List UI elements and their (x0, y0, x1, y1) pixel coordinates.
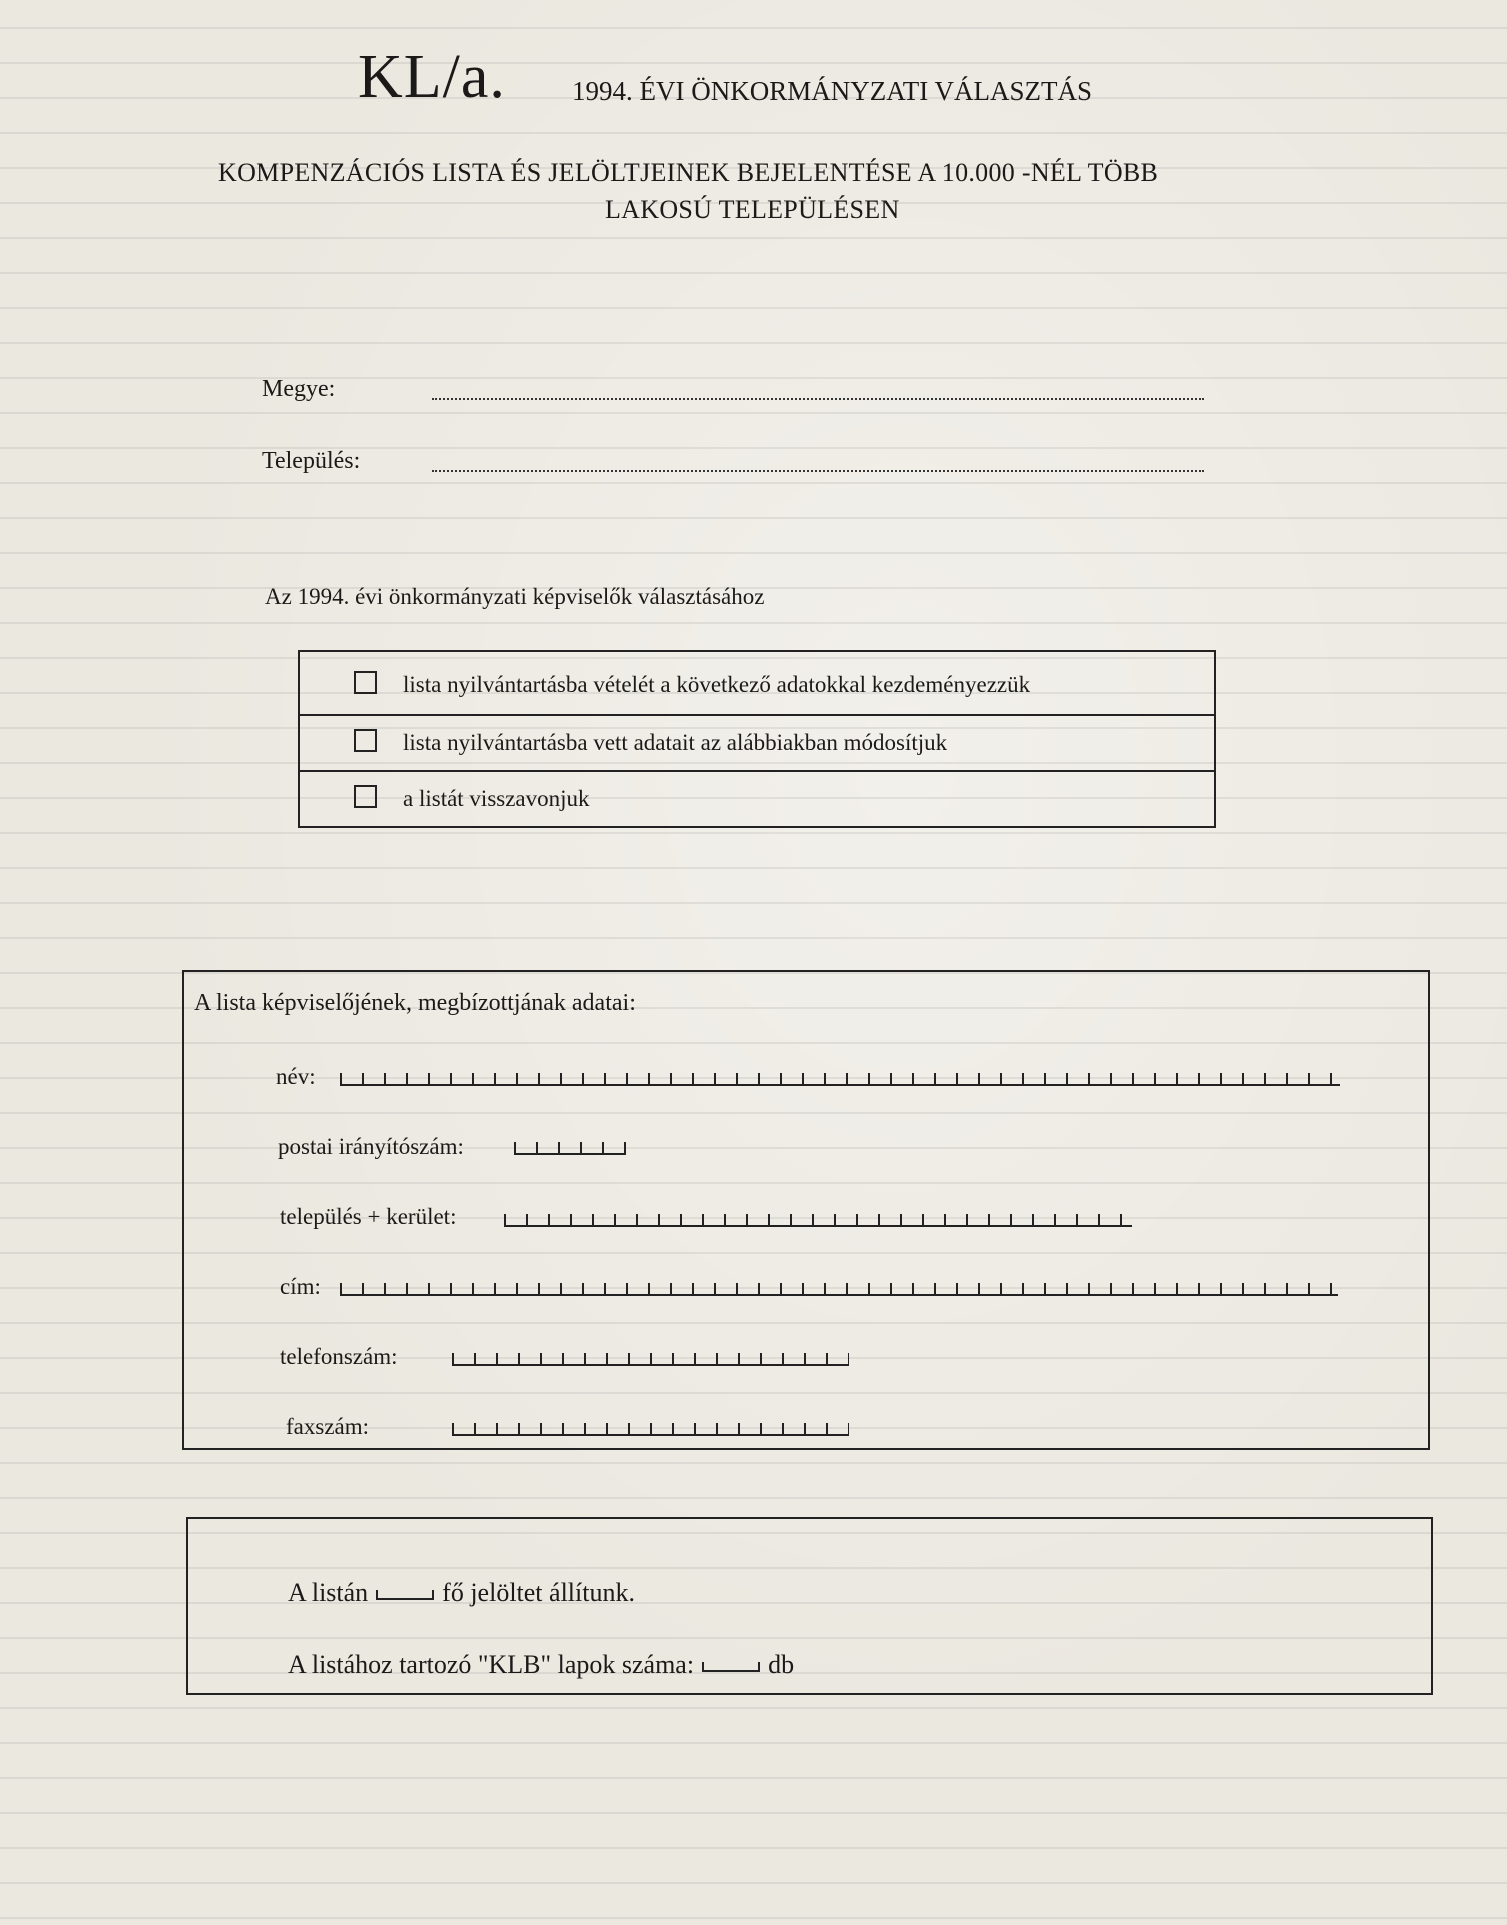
county-input-line[interactable] (432, 398, 1204, 400)
postal-code-input[interactable] (514, 1142, 626, 1155)
representative-data-box (182, 970, 1430, 1450)
county-label: Megye: (262, 376, 336, 402)
postal-code-label: postai irányítószám: (278, 1134, 464, 1159)
settlement-district-label: település + kerület: (280, 1204, 457, 1229)
county-field[interactable] (262, 376, 1212, 406)
checkbox-initiate[interactable] (354, 671, 377, 694)
settlement-label: Település: (262, 448, 361, 474)
klb-pages-line (288, 1650, 794, 1680)
phone-label: telefonszám: (280, 1344, 398, 1369)
candidates-count-line (288, 1578, 635, 1608)
option-label: lista nyilvántartásba vételét a következő adatokkal kezdeményezzük (403, 672, 1031, 697)
form-code: KL/a. (358, 43, 506, 111)
option-withdraw-list[interactable] (300, 770, 1214, 824)
phone-input[interactable] (452, 1353, 849, 1366)
action-options-box (298, 650, 1216, 828)
settlement-input-line[interactable] (432, 470, 1204, 472)
klb-pages-prefix: A listához tartozó "KLB" lapok száma: (288, 1650, 695, 1679)
klb-pages-input[interactable] (702, 1662, 760, 1672)
candidates-suffix: fő jelöltet állítunk. (442, 1578, 635, 1607)
address-input[interactable] (340, 1283, 1338, 1296)
option-label: a listát visszavonjuk (403, 786, 590, 811)
option-modify-data[interactable] (300, 714, 1214, 768)
form-title-line-1: KOMPENZÁCIÓS LISTA ÉS JELÖLTJEINEK BEJELENTÉSE A 10.000 -NÉL TÖBB (218, 158, 1159, 187)
name-input[interactable] (340, 1073, 1340, 1086)
checkbox-withdraw[interactable] (354, 785, 377, 808)
fax-input[interactable] (452, 1423, 849, 1436)
form-title-line-2: LAKOSÚ TELEPÜLÉSEN (605, 195, 900, 224)
checkbox-modify[interactable] (354, 729, 377, 752)
election-purpose-text: Az 1994. évi önkormányzati képviselők választásához (265, 584, 765, 609)
klb-pages-suffix: db (768, 1650, 795, 1679)
name-label: név: (276, 1064, 316, 1089)
option-initiate-registration[interactable] (300, 658, 1214, 712)
settlement-district-input[interactable] (504, 1214, 1132, 1227)
candidates-prefix: A listán (288, 1578, 369, 1607)
election-title: 1994. ÉVI ÖNKORMÁNYZATI VÁLASZTÁS (572, 76, 1092, 106)
fax-label: faxszám: (286, 1414, 370, 1439)
representative-section-title: A lista képviselőjének, megbízottjának adatai: (194, 990, 636, 1016)
candidates-count-input[interactable] (376, 1590, 434, 1600)
settlement-field[interactable] (262, 448, 1212, 478)
address-label: cím: (280, 1274, 321, 1299)
list-summary-box (186, 1517, 1433, 1695)
option-label: lista nyilvántartásba vett adatait az alábbiakban módosítjuk (403, 730, 948, 755)
